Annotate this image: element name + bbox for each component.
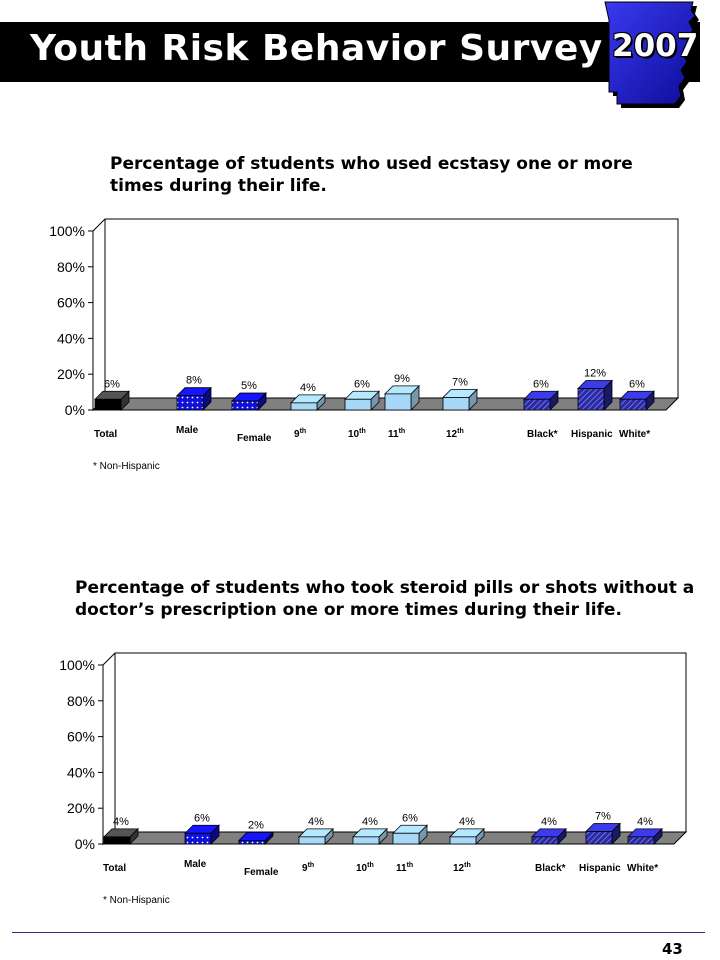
y-tick-label: 20% [66, 800, 95, 817]
category-label: Male [176, 425, 199, 436]
category-label: 11th [396, 862, 414, 874]
bar-5 [385, 394, 411, 410]
bar-6 [443, 397, 469, 410]
category-label: White* [627, 863, 659, 874]
data-label: 6% [354, 378, 370, 391]
data-label: 5% [241, 380, 257, 393]
y-tick-label: 40% [66, 764, 95, 781]
y-tick-label: 80% [56, 258, 85, 275]
data-label: 7% [595, 810, 611, 823]
data-label: 4% [113, 815, 129, 828]
bar-7 [524, 399, 550, 410]
chart-1-title: Percentage of students who used ecstasy one or more times during their life. [110, 154, 633, 196]
data-label: 4% [541, 815, 557, 828]
data-label: 4% [637, 815, 653, 828]
footer-rule [12, 932, 705, 933]
category-label: 9th [302, 862, 315, 874]
category-label: 10th [348, 428, 366, 440]
page-title: Youth Risk Behavior Survey [30, 28, 603, 69]
category-label: 12th [453, 862, 471, 874]
y-tick-label: 40% [56, 330, 85, 347]
data-label: 8% [186, 374, 202, 387]
bar-4 [345, 399, 371, 410]
y-tick-label: 80% [66, 692, 95, 709]
category-label: Female [237, 433, 272, 444]
y-tick-label: 20% [56, 366, 85, 383]
bar-0 [95, 399, 121, 410]
category-label: 10th [356, 862, 374, 874]
data-label: 9% [394, 372, 410, 385]
bar-6 [450, 837, 476, 844]
category-label: Female [244, 867, 279, 878]
data-label: 4% [459, 815, 475, 828]
category-label: Male [184, 859, 207, 870]
bar-8 [586, 831, 612, 844]
bar-7 [532, 837, 558, 844]
steroid-chart [0, 640, 720, 895]
data-label: 6% [402, 812, 418, 825]
data-label: 6% [104, 378, 120, 391]
bar-9 [620, 399, 646, 410]
bar-4 [353, 837, 379, 844]
category-label: Black* [535, 863, 566, 874]
bar-1 [177, 396, 203, 410]
category-label: Hispanic [571, 429, 613, 440]
bar-3 [299, 837, 325, 844]
category-label: 12th [446, 428, 464, 440]
category-label: 11th [388, 428, 406, 440]
data-label: 7% [452, 376, 468, 389]
ecstasy-chart [0, 205, 720, 465]
y-tick-label: 60% [66, 728, 95, 745]
category-label: White* [619, 429, 651, 440]
y-tick-label: 0% [74, 836, 95, 852]
data-label: 2% [248, 819, 264, 832]
bar-2 [239, 840, 265, 844]
chart-1-footnote: * Non-Hispanic [93, 461, 160, 472]
bar-3 [291, 403, 317, 410]
category-label: Hispanic [579, 863, 621, 874]
data-label: 4% [308, 815, 324, 828]
bar-5 [393, 833, 419, 844]
category-label: Black* [527, 429, 558, 440]
data-label: 4% [300, 381, 316, 394]
page-number: 43 [662, 940, 683, 958]
data-label: 12% [583, 367, 607, 380]
data-label: 6% [194, 812, 210, 825]
chart-2-footnote: * Non-Hispanic [103, 895, 170, 906]
bar-1 [185, 833, 211, 844]
bar-9 [628, 837, 654, 844]
y-tick-label: 100% [59, 657, 95, 673]
category-label: Total [94, 429, 118, 440]
bar-2 [232, 401, 258, 410]
chart-2-title: Percentage of students who took steroid pills or shots without a doctor’s prescription one or more times during their life. [75, 578, 695, 620]
y-tick-label: 0% [64, 402, 85, 418]
data-label: 6% [533, 378, 549, 391]
y-tick-label: 100% [49, 223, 85, 239]
y-tick-label: 60% [56, 294, 85, 311]
bar-8 [578, 389, 604, 410]
survey-year: 2007 [612, 28, 699, 64]
bar-0 [104, 837, 130, 844]
data-label: 4% [362, 815, 378, 828]
category-label: 9th [294, 428, 307, 440]
category-label: Total [103, 863, 127, 874]
data-label: 6% [629, 378, 645, 391]
